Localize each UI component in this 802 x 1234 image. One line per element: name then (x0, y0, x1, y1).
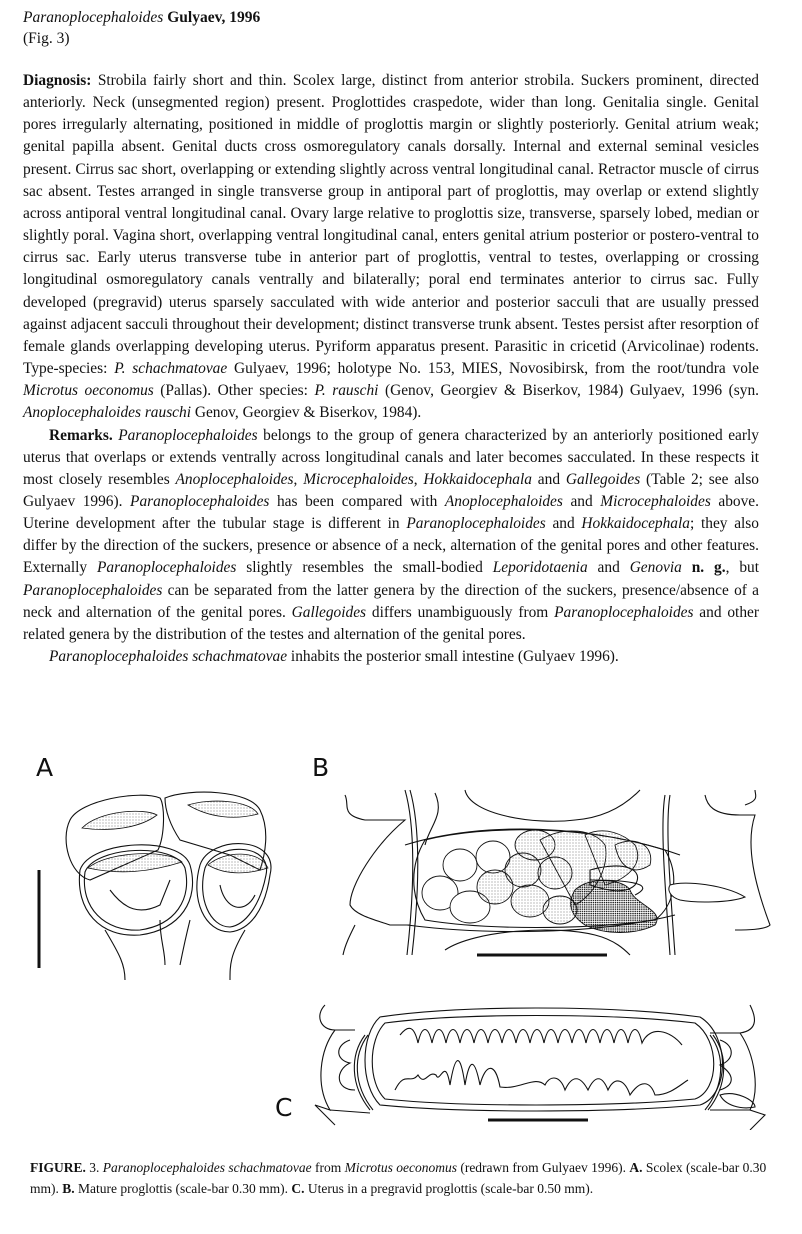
text-run: inhabits the posterior small intestine (Gulyaev 1996). (287, 648, 619, 666)
italic-text-run: Microcephaloides (600, 492, 711, 510)
mature-proglottis-illustration (335, 785, 775, 965)
italic-text-run: Anoplocephaloides (175, 470, 294, 488)
italic-text-run: Anoplocephaloides rauschi (23, 404, 191, 422)
text-run: Strobila fairly short and thin. Scolex large, distinct from anterior strobila. Suckers prominent, directed anteriorly. Neck (unsegmented region) present. Proglottides craspedote, wider than long. Genitalia single. Genital pores irregularly alternating, positioned in middle of proglottis margin or slightly posteriorly. Genital atrium weak; genital papilla absent. Genital ducts cross osmoregulatory canals dorsally. Internal and external seminal vesicles present. Cirrus sac short, overlapping or extending slightly across ventral longitudinal canal. Retractor muscle of cirrus sac absent. Testes arranged in single transverse group in antiporal part of proglottis, may overlap or extend slightly across antiporal ventral longitudinal canal. Ovary large relative to proglottis size, transverse, sparsely lobed, median or slightly poral. Vagina short, overlapping ventral longitudinal canal, enters genital atrium posterior or postero-ventral to cirrus sac. Early uterus transverse tube in anterior part of proglottis, ventral to testes, overlapping or crossing longitudinal osmoregulatory canals ventrally and bilaterally; poral end terminates anterior to cirrus sac. Fully developed (pregravid) uterus sparsely sacculated with wide anterior and posterior sacculi that are usually pressed against adjacent sacculi throughout their development; distinct transverse trunk absent. Testes persist after resorption of female glands overlapping developing uterus. Pyriform apparatus present. Parasitic in cricetid (Arvicolinae) rodents. Type-species: (23, 72, 759, 378)
italic-text-run: Paranoplocephaloides schachmatovae (102, 1160, 312, 1175)
text-run: (Pallas). Other species: (153, 382, 315, 400)
text-run: and (531, 470, 566, 488)
text-run: , (413, 470, 424, 488)
italic-text-run: P. schachmatovae (114, 360, 228, 378)
figure-caption (30, 1157, 772, 1199)
text-run: and (562, 492, 601, 510)
text-run: can be separated from the latter genera by the direction of the suckers, presence/absence of a neck and alternation of the genital pores. (23, 581, 759, 621)
italic-text-run: Genovia (629, 559, 682, 577)
scolex-illustration (30, 780, 280, 980)
genus-authority: Gulyaev, 1996 (163, 9, 261, 26)
italic-text-run: Microcephaloides (303, 470, 414, 488)
text-run: Scolex (scale-bar 0.30 mm). (30, 1160, 767, 1196)
text-run: Mature proglottis (scale-bar 0.30 mm). (74, 1181, 292, 1196)
habitat-paragraph (23, 646, 759, 668)
text-run: and (587, 559, 630, 577)
figure-reference: (Fig. 3) (23, 30, 70, 47)
diagnosis-label: Diagnosis: (23, 72, 92, 89)
text-run: Uterus in a pregravid proglottis (scale-bar 0.50 mm). (304, 1181, 594, 1196)
genus-name: Paranoplocephaloides (23, 9, 164, 26)
italic-text-run: Microtus oeconomus (344, 1160, 457, 1175)
text-run: has been compared with (269, 492, 445, 510)
body-text (23, 70, 759, 668)
text-run: Gulyaev, 1996; holotype No. 153, MIES, Novosibirsk, from the root/tundra vole (227, 360, 759, 378)
italic-text-run: Hokkaidocephala (423, 470, 532, 488)
pregravid-uterus-illustration (310, 995, 770, 1130)
text-run: 3. (85, 1160, 103, 1175)
text-run: differs unambiguously from (366, 603, 555, 621)
italic-text-run: Microtus oeconomus (23, 382, 154, 400)
text-run: and (545, 515, 582, 533)
text-run: and other related genera by the distribution of the testes and alternation of the genital pores. (23, 603, 759, 643)
italic-text-run: Paranoplocephaloides schachmatovae (49, 648, 288, 666)
text-run: slightly resembles the small-bodied (236, 559, 493, 577)
diagnosis-paragraph (23, 70, 759, 425)
text-run: from (311, 1160, 345, 1175)
diagnosis-content (23, 72, 759, 421)
italic-text-run: Paranoplocephaloides (406, 515, 546, 533)
text-run: , (293, 470, 304, 488)
habitat-content (49, 648, 619, 665)
section-heading (23, 7, 260, 49)
remarks-label: Remarks. (49, 426, 113, 444)
bold-text-run: B. (62, 1181, 75, 1196)
italic-text-run: Gallegoides (291, 603, 367, 621)
italic-text-run: Paranoplocephaloides (554, 603, 694, 621)
bold-text-run: FIGURE. (30, 1160, 86, 1175)
remarks-paragraph (23, 425, 759, 647)
italic-text-run: Paranoplocephaloides (130, 492, 270, 510)
bold-text-run: n. g. (681, 559, 726, 577)
text-run: , but (725, 559, 759, 577)
italic-text-run: Hokkaidocephala (581, 515, 690, 533)
panel-label-b: B (312, 753, 330, 782)
italic-text-run: Gallegoides (565, 470, 641, 488)
text-run: (Genov, Georgiev & Biserkov, 1984) Gulyaev, 1996 (syn. (378, 382, 759, 400)
italic-text-run: P. rauschi (314, 382, 379, 400)
text-run: belongs to the group of genera characterized by an anteriorly positioned early uterus that overlaps or extends ventrally across longitudinal canals and later becomes sacculated. In these respects it most closely resembles (23, 426, 759, 488)
text-run: above. Uterine development after the tubular stage is different in (23, 492, 759, 533)
italic-text-run: Paranoplocephaloides (23, 581, 163, 599)
panel-label-a: A (36, 753, 54, 782)
bold-text-run: A. (629, 1160, 643, 1175)
text-run: ; they also differ by the direction of the suckers, presence or absence of a neck, alternation of the genital pores and other features. Externally (23, 515, 759, 577)
italic-text-run: Paranoplocephaloides (97, 559, 237, 577)
text-run: (Table 2; see also Gulyaev 1996). (23, 470, 760, 510)
italic-text-run: Anoplocephaloides (444, 492, 563, 510)
italic-text-run: Leporidotaenia (492, 559, 588, 577)
italic-text-run: Paranoplocephaloides (118, 426, 258, 444)
text-run: (redrawn from Gulyaev 1996). (456, 1160, 630, 1175)
genus-title (23, 7, 260, 28)
figure-caption-text (30, 1160, 766, 1196)
bold-text-run: C. (291, 1181, 305, 1196)
panel-label-c: C (275, 1093, 293, 1122)
remarks-content (23, 427, 759, 643)
text-run: Genov, Georgiev & Biserkov, 1984). (191, 404, 422, 422)
